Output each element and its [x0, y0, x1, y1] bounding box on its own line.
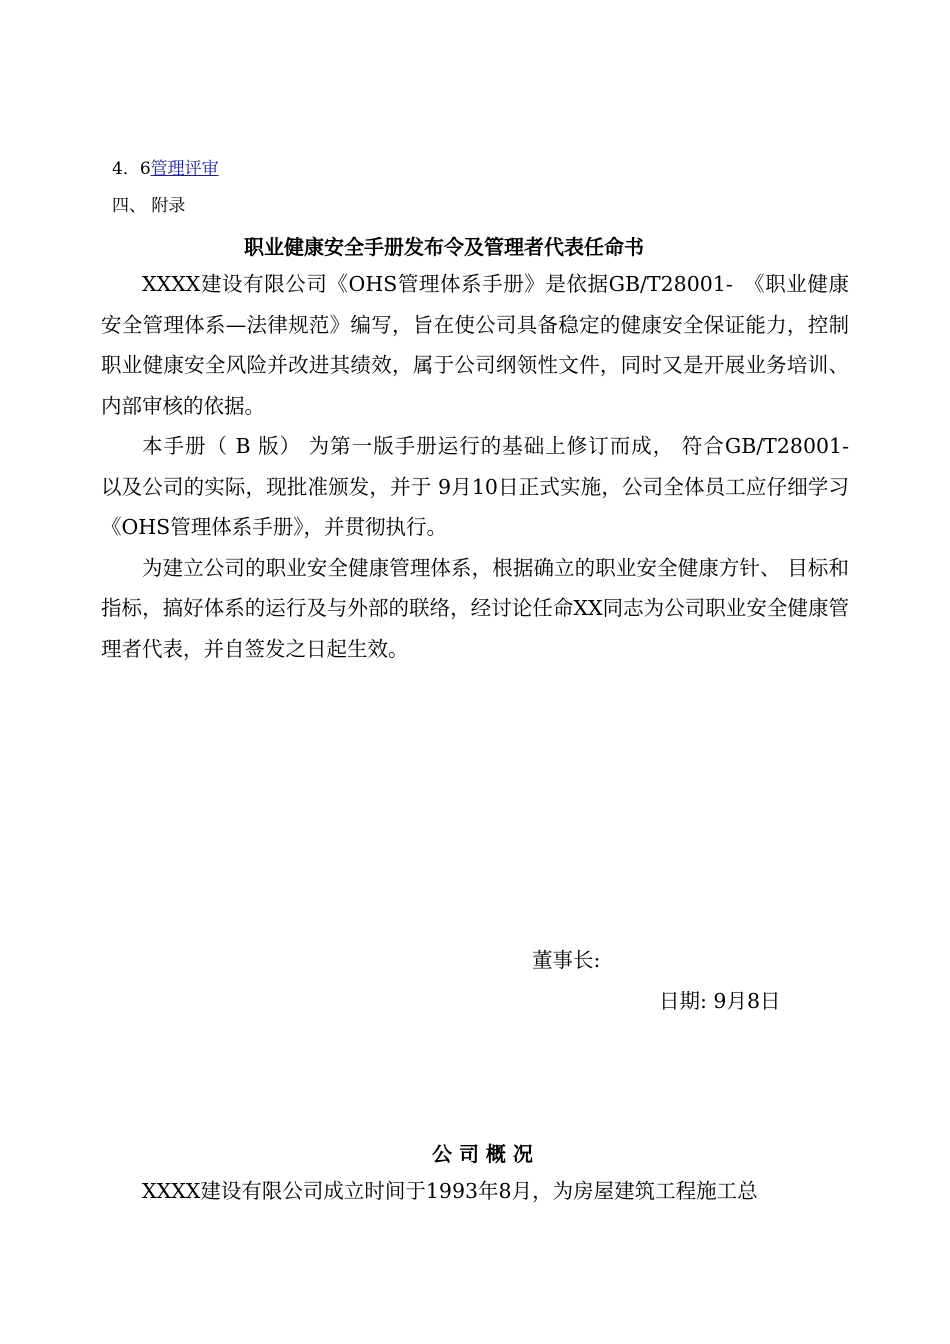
toc-item-appendix: 四、 附录 — [112, 196, 186, 216]
overview-body — [101, 1171, 849, 1212]
chairman-signature-label: 董事长: — [532, 948, 601, 972]
order-paragraph-3: 为建立公司的职业安全健康管理体系，根据确立的职业安全健康方针、 目标和指标，搞好体系的运行及与外部的联络，经讨论任命XX同志为公司职业安全健康管理者代表，并自签发之日起生效。 — [101, 555, 849, 661]
order-title: 职业健康安全手册发布令及管理者代表任命书 — [244, 235, 644, 259]
order-paragraph-1: XXXX建设有限公司《OHS管理体系手册》是依据GB/T28001- 《职业健康安全管理体系—法律规范》编写，旨在使公司具备稳定的健康安全保证能力，控制职业健康安全风险并改进其绩效，属于公司纲领性文件，同时又是开展业务培训、 内部审核的依据。 — [101, 272, 849, 418]
overview-title: 公 司 概 况 — [432, 1142, 533, 1166]
order-paragraph-2: 本手册（ B 版） 为第一版手册运行的基础上修订而成， 符合GB/T28001- 以及公司的实际，现批准颁发，并于 9月10日正式实施，公司全体员工应仔细学习《OHS管理体系手册》，并贯彻执行。 — [101, 434, 870, 539]
order-body — [101, 264, 870, 669]
issue-date: 日期: 9月8日 — [659, 989, 781, 1013]
management-review-link[interactable]: 管理评审 — [150, 159, 219, 179]
toc-item-number: 4．6 — [112, 159, 151, 179]
toc-item-4-6 — [112, 154, 219, 179]
overview-paragraph: XXXX建设有限公司成立时间于1993年8月，为房屋建筑工程施工总 — [142, 1179, 758, 1203]
